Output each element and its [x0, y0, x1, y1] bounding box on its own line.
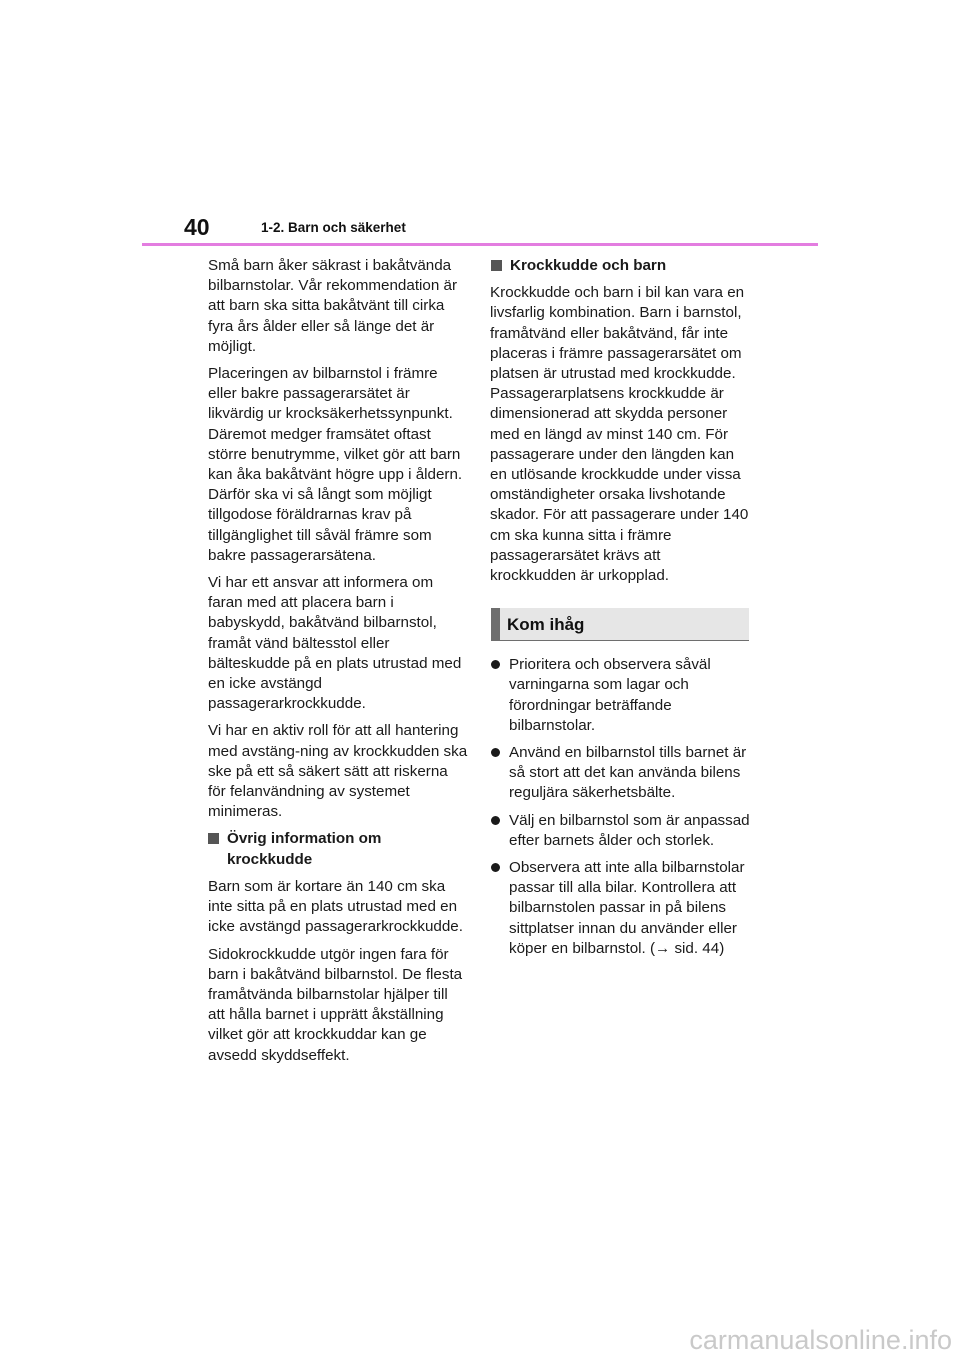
subheading-text: Övrig information om krockkudde [227, 830, 382, 868]
square-bullet-icon [491, 260, 502, 271]
list-item-text: Observera att inte alla bilbarnstolar passar till alla bilar. Kontrollera att bilbarnstolen passar in på bilens sittplatser innan du använder eller köper en bilbarnstol. (→ sid. 44) [509, 859, 745, 957]
list-item [490, 743, 750, 804]
bullet-dot-icon [491, 863, 500, 872]
page-number: 40 [184, 214, 210, 240]
kom-ihag-box: Kom ihåg [491, 608, 749, 641]
paragraph: Barn som är kortare än 140 cm ska inte sitta på en plats utrustad med en icke avstängd passagerarkrockkudde. [208, 877, 463, 936]
paragraph: Sidokrockkudde utgör ingen fara för barn i bakåtvänd bilbarnstol. De flesta framåtvända bilbarnstolar hjälper till att hålla barnet i upprätt åkställning vilket gör att krockkuddar kan ge avsedd skyddseffekt. [208, 945, 463, 1064]
list-item [490, 858, 750, 959]
square-bullet-icon [208, 833, 219, 844]
bullet-dot-icon [491, 660, 500, 669]
subheading-text: Krockkudde och barn [510, 257, 667, 274]
subheading-ovrig-information [208, 829, 468, 869]
list-item-text: Prioritera och observera såväl varningarna som lagar och förordningar beträffande bilbarnstolar. [509, 656, 711, 734]
header-rule [142, 243, 818, 246]
paragraph: Vi har ett ansvar att informera om faran med att placera barn i babyskydd, bakåtvänd bilbarnstol, framåt vänd bältesstol eller bälteskudde på en plats utrustad med en icke avstängd passagerarkrockkudde. [208, 574, 462, 713]
bullet-dot-icon [491, 748, 500, 757]
list-item [490, 811, 750, 851]
paragraph: Vi har en aktiv roll för att all hantering med avstäng-ning av krockkudden ska ske på ett så säkert sätt att riskerna för felanvändning av systemet minimeras. [208, 722, 468, 821]
list-item-text: Använd en bilbarnstol tills barnet är så stort att det kan använda bilens reguljära säkerhetsbälte. [509, 744, 747, 802]
right-column [490, 256, 750, 966]
paragraph: Placeringen av bilbarnstol i främre eller bakre passagerarsätet är likvärdig ur krocksäkerhetssynpunkt. Däremot medger framsätet oftast större benutrymme, vilket gör att barn kan åka bakåtvänt högre upp i åldern. Därför ska vi så långt som möjligt tillgodose föräldrarnas krav på tillgänglighet till såväl främre som bakre passagerarsätena. [208, 365, 463, 564]
paragraph: Små barn åker säkrast i bakåtvända bilbarnstolar. Vår rekommendation är att barn ska sitta bakåtvänt till cirka fyra års ålder eller så länge det är möjligt. [208, 257, 458, 355]
bullet-dot-icon [491, 816, 500, 825]
left-column [208, 256, 468, 1073]
watermark: carmanualsonline.info [689, 1325, 952, 1355]
list-item-text: Välj en bilbarnstol som är anpassad efter barnets ålder och storlek. [509, 811, 750, 849]
list-item [490, 655, 750, 736]
paragraph: Krockkudde och barn i bil kan vara en livsfarlig kombination. Barn i barnstol, framåtvänd eller bakåtvänd, får inte placeras i främre passagerarsätet om platsen är utrustad med krockkudde. Passagerarplatsens krockkudde är dimensionerad att skydda personer med en längd av minst 140 cm. För passagerare under den längden kan en utlösande krockkudde under vissa omständigheter orsaka livshotande skador. För att passagerare under 140 cm ska kunna sitta i främre passagerarsätet krävs att krockkudden är urkopplad. [490, 284, 749, 585]
section-title: 1-2. Barn och säkerhet [261, 220, 406, 235]
subheading-krockkudde-och-barn [490, 256, 750, 276]
reminder-list [490, 655, 750, 959]
